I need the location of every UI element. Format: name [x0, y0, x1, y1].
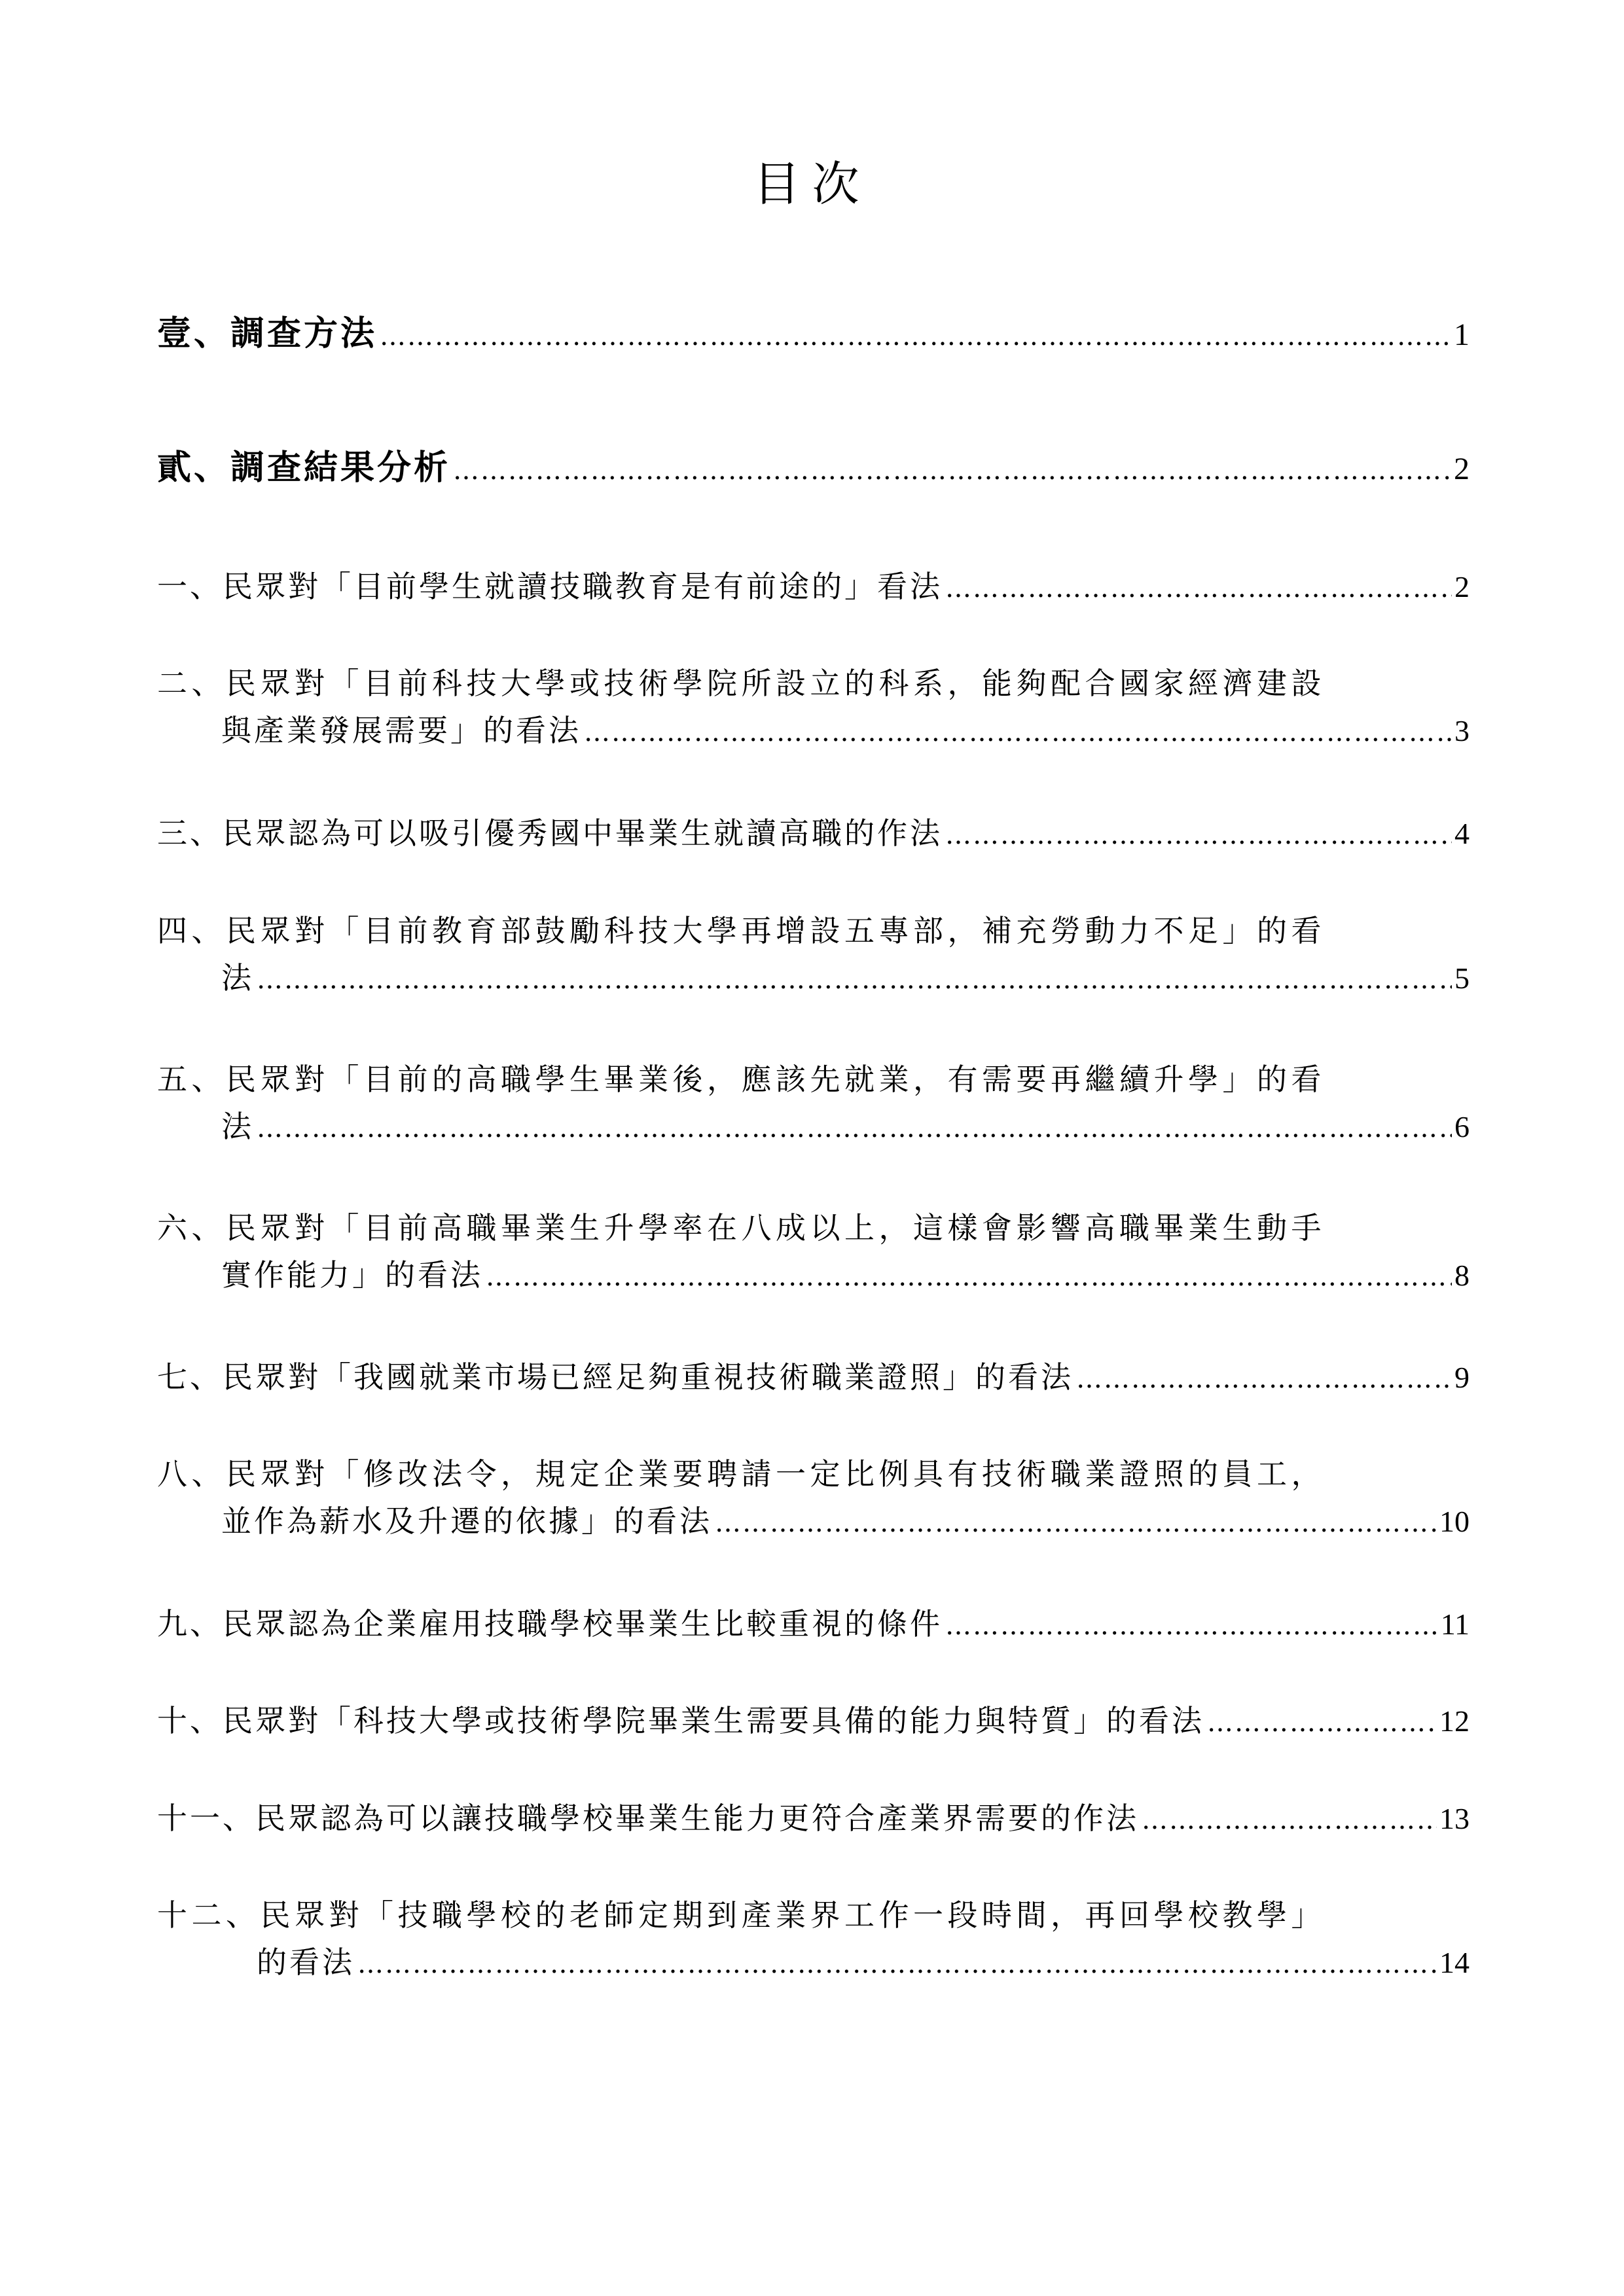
- toc-entry-title: 壹、調查方法: [157, 314, 378, 353]
- toc-page-number: 3: [1454, 714, 1470, 747]
- dot-leader: [257, 1105, 1452, 1152]
- toc-entry-title-line-1: 五、民眾對「目前的高職學生畢業後，應該先就業，有需要再繼續升學」的看: [157, 1062, 1326, 1097]
- dot-leader: [380, 313, 1451, 360]
- dot-leader: [1142, 1797, 1437, 1844]
- toc-entry-title-line-1: 六、民眾對「目前高職畢業生升學率在八成以上，這樣會影響高職畢業生動手: [157, 1210, 1326, 1246]
- toc-entry-item-6[interactable]: [157, 1204, 1470, 1299]
- toc-entry-title: 貳、調查結果分析: [157, 448, 451, 488]
- toc-page-number: 14: [1439, 1946, 1470, 1979]
- toc-page-number: 2: [1454, 452, 1470, 486]
- dot-leader: [584, 709, 1452, 756]
- toc-entry-title-line-2: 的看法: [257, 1945, 355, 1980]
- toc-entry-section-1[interactable]: [157, 310, 1470, 357]
- toc-entry-item-2[interactable]: [157, 660, 1470, 754]
- toc-entry-item-5[interactable]: [157, 1056, 1470, 1150]
- toc-entry-item-9[interactable]: [157, 1600, 1470, 1647]
- toc-entry-title-line-1: 十二、民眾對「技職學校的老師定期到產業界工作一段時間，再回學校教學」: [157, 1897, 1326, 1933]
- toc-entry-title-line-2: 法: [221, 1109, 254, 1144]
- toc-entry-item-11[interactable]: [157, 1795, 1470, 1842]
- toc-page-number: 2: [1454, 570, 1470, 603]
- toc-entry-section-2[interactable]: [157, 444, 1470, 492]
- toc-page-number: 12: [1439, 1704, 1470, 1738]
- dot-leader: [945, 565, 1452, 612]
- toc-page-number: 11: [1440, 1607, 1470, 1641]
- toc-entry-title: 十、民眾對「科技大學或技術學院畢業生需要具備的能力與特質」的看法: [157, 1703, 1204, 1738]
- toc-page-number: 4: [1454, 817, 1470, 850]
- toc-entry-item-12[interactable]: [157, 1892, 1470, 1986]
- dot-leader: [1076, 1355, 1452, 1403]
- dot-leader: [453, 447, 1451, 494]
- toc-entry-title: 一、民眾對「目前學生就讀技職教育是有前途的」看法: [157, 569, 943, 604]
- toc-entry-item-3[interactable]: [157, 810, 1470, 857]
- toc-entry-item-8[interactable]: [157, 1450, 1470, 1545]
- dot-leader: [486, 1253, 1452, 1300]
- toc-entry-title-line-1: 四、民眾對「目前教育部鼓勵科技大學再增設五專部，補充勞動力不足」的看: [157, 913, 1326, 948]
- dot-leader: [715, 1499, 1437, 1547]
- toc-page-number: 13: [1439, 1802, 1470, 1835]
- toc-page-number: 1: [1454, 317, 1470, 352]
- page-title: 目次: [753, 156, 871, 211]
- toc-page-number: 10: [1439, 1505, 1470, 1538]
- dot-leader: [945, 1602, 1438, 1649]
- toc-entry-title: 三、民眾認為可以吸引優秀國中畢業生就讀高職的作法: [157, 816, 943, 851]
- dot-leader: [945, 812, 1452, 859]
- toc-page-number: 6: [1454, 1110, 1470, 1143]
- toc-page-number: 9: [1454, 1361, 1470, 1394]
- toc-entry-title-line-2: 法: [221, 960, 254, 996]
- toc-entry-title-line-1: 二、民眾對「目前科技大學或技術學院所設立的科系，能夠配合國家經濟建設: [157, 666, 1326, 701]
- toc-entry-item-10[interactable]: [157, 1697, 1470, 1744]
- toc-entry-title: 九、民眾認為企業雇用技職學校畢業生比較重視的條件: [157, 1606, 943, 1641]
- dot-leader: [1207, 1699, 1437, 1746]
- toc-entry-item-7[interactable]: [157, 1354, 1470, 1401]
- toc-entry-title: 七、民眾對「我國就業市場已經足夠重視技術職業證照」的看法: [157, 1359, 1074, 1395]
- toc-entry-title-line-2: 與產業發展需要」的看法: [221, 713, 581, 748]
- toc-entry-title-line-2: 實作能力」的看法: [221, 1257, 483, 1293]
- toc-page-number: 5: [1454, 961, 1470, 995]
- toc-entry-item-1[interactable]: [157, 563, 1470, 610]
- dot-leader: [357, 1941, 1437, 1988]
- toc-entry-title-line-1: 八、民眾對「修改法令，規定企業要聘請一定比例具有技術職業證照的員工，: [157, 1456, 1326, 1492]
- toc-entry-title: 十一、民眾認為可以讓技職學校畢業生能力更符合產業界需要的作法: [157, 1801, 1139, 1836]
- toc-page-number: 8: [1454, 1259, 1470, 1292]
- toc-entry-title-line-2: 並作為薪水及升遷的依據」的看法: [221, 1503, 712, 1539]
- dot-leader: [257, 956, 1452, 1003]
- toc-entry-item-4[interactable]: [157, 907, 1470, 1001]
